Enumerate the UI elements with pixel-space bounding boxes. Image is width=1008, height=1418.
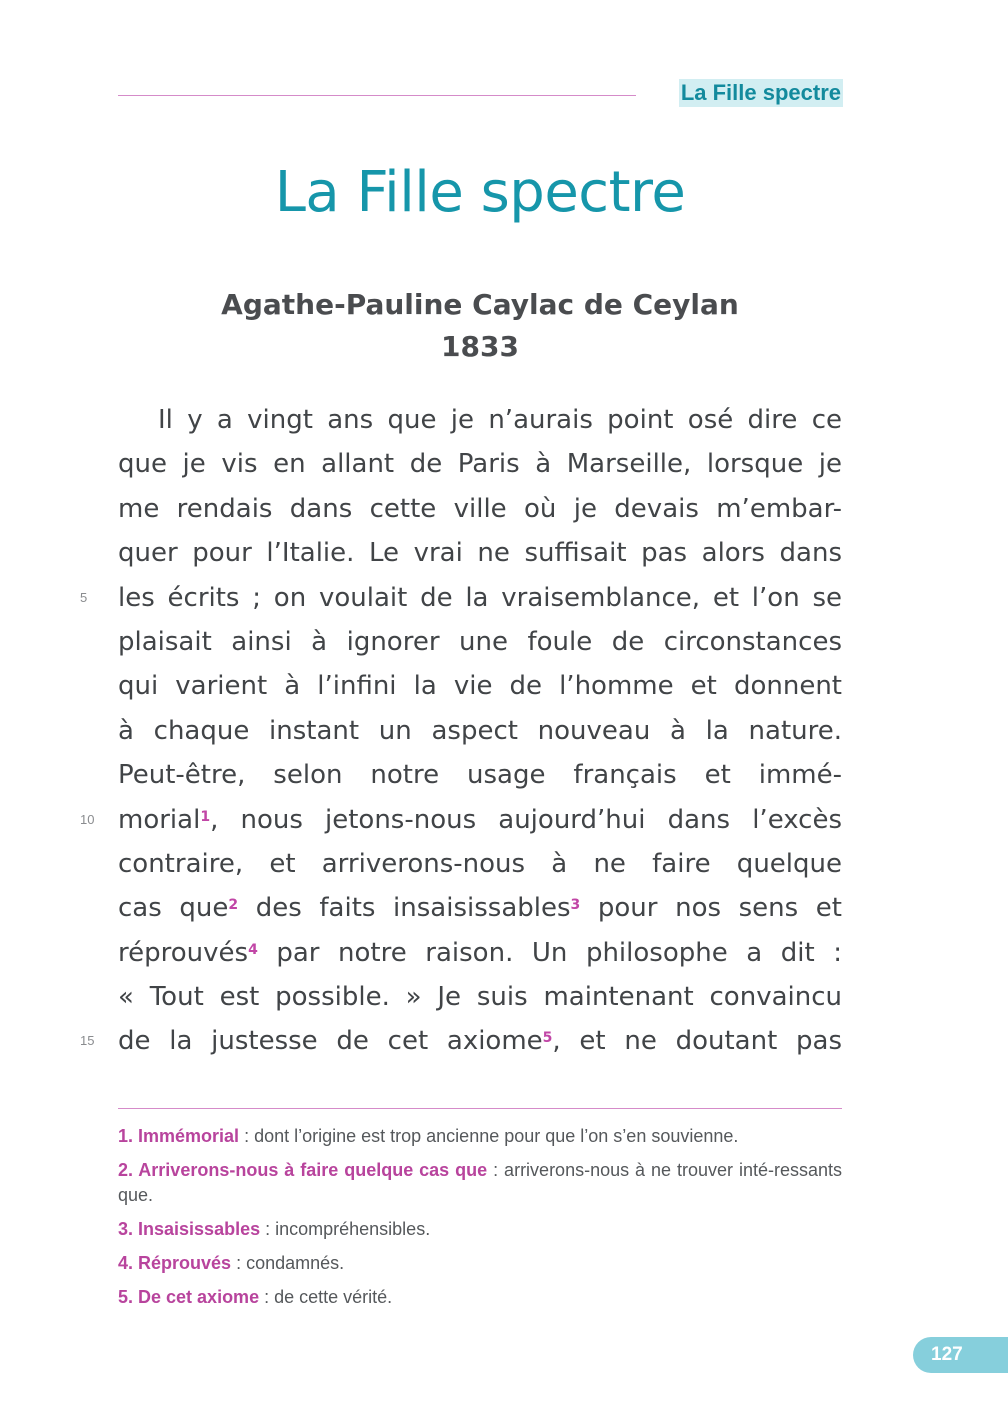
footnote-rule	[118, 1108, 842, 1109]
footnote-ref[interactable]: 4	[248, 941, 258, 958]
footnote-term: Immémorial	[133, 1126, 240, 1146]
body-line-text: Il y a vingt ans que je n’aurais point osé dire ce	[158, 405, 842, 435]
footnote-item	[118, 1158, 842, 1208]
footnote-item	[118, 1251, 842, 1276]
body-line-text: plaisait ainsi à ignorer une foule de circonstances	[118, 626, 842, 657]
footnote-definition: : dont l’origine est trop ancienne pour que l’on s’en souvienne.	[239, 1126, 739, 1146]
body-line	[118, 886, 842, 930]
page-number-tab	[913, 1337, 1008, 1373]
text-fragment: réprouvés	[118, 937, 249, 968]
footnote-ref[interactable]: 2	[228, 897, 239, 914]
body-line-text: qui varient à l’infini la vie de l’homme et donnent	[118, 671, 842, 702]
body-line	[118, 620, 842, 664]
body-line-text: « Tout est possible. » Je suis maintenant convaincu	[118, 982, 842, 1013]
author-block	[0, 284, 960, 368]
footnote-ref[interactable]: 3	[570, 897, 581, 914]
footnote-number: 3.	[118, 1219, 134, 1239]
body-line	[118, 531, 842, 575]
body-line-text: les écrits ; on voulait de la vraisemblance, et l’on se	[118, 582, 842, 613]
body-line	[118, 709, 842, 753]
body-line-text	[118, 798, 842, 842]
text-fragment: , et ne doutant pas	[552, 1026, 842, 1057]
running-title: La Fille spectre	[680, 80, 841, 105]
body-line-text	[118, 886, 842, 930]
footnote-term: Arriverons-nous à faire quelque cas que	[133, 1160, 488, 1180]
body-line	[118, 487, 842, 531]
body-text	[80, 398, 842, 1064]
body-line	[118, 442, 842, 486]
text-fragment: des faits insaisissables	[238, 893, 571, 924]
body-line-text: que je vis en allant de Paris à Marseille, lorsque je	[118, 449, 842, 480]
author-name: Agathe-Pauline Caylac de Ceylan	[221, 288, 739, 321]
footnote-number: 2.	[118, 1160, 134, 1180]
text-fragment: par notre raison. Un philosophe a dit :	[257, 937, 842, 968]
line-number: 10	[80, 811, 95, 827]
body-line	[118, 975, 842, 1019]
footnote-number: 1.	[118, 1126, 134, 1146]
footnote-definition: : arriverons-nous à ne trouver inté-ressants que.	[118, 1160, 843, 1205]
text-fragment: pour nos sens et	[580, 893, 842, 924]
footnote-definition: : de cette vérité.	[259, 1287, 393, 1307]
text-fragment: , nous jetons-nous aujourd’hui dans l’excès	[210, 804, 842, 835]
footnote-number: 4.	[118, 1253, 134, 1273]
body-line-text: Peut-être, selon notre usage français et immé-	[118, 760, 842, 791]
body-line-text: me rendais dans cette ville où je devais m’embar-	[118, 493, 842, 524]
publication-year: 1833	[441, 330, 519, 363]
page-number: 127	[931, 1344, 963, 1365]
footnotes	[118, 1124, 842, 1319]
footnote-ref[interactable]: 1	[200, 808, 211, 825]
footnote-definition: : condamnés.	[231, 1253, 345, 1273]
body-line	[80, 576, 842, 620]
page-title: La Fille spectre	[274, 160, 686, 225]
text-fragment: de la justesse de cet axiome	[118, 1026, 543, 1057]
footnote-item	[118, 1217, 842, 1242]
line-number: 15	[80, 1033, 95, 1049]
text-fragment: morial	[118, 804, 201, 835]
body-line	[118, 842, 842, 886]
body-line	[80, 798, 842, 842]
body-line	[80, 1019, 842, 1063]
body-line	[118, 664, 842, 708]
line-number: 5	[80, 589, 88, 605]
footnote-item	[118, 1285, 842, 1310]
body-line-text	[118, 931, 842, 975]
footnote-ref[interactable]: 5	[542, 1030, 553, 1047]
body-line-text	[118, 1019, 842, 1063]
body-line	[118, 931, 842, 975]
body-line	[118, 398, 842, 442]
body-line-text: à chaque instant un aspect nouveau à la nature.	[118, 715, 842, 746]
footnote-definition: : incompréhensibles.	[260, 1219, 431, 1239]
footnote-number: 5.	[118, 1287, 134, 1307]
text-fragment: cas que	[118, 893, 229, 924]
footnote-term: Réprouvés	[133, 1253, 232, 1273]
header-rule	[118, 95, 636, 96]
body-line-text: quer pour l’Italie. Le vrai ne suffisait pas alors dans	[118, 538, 842, 569]
footnote-term: Insaisissables	[133, 1219, 261, 1239]
body-line	[118, 753, 842, 797]
footnote-term: De cet axiome	[133, 1287, 260, 1307]
footnote-item	[118, 1124, 842, 1149]
body-line-text: contraire, et arriverons-nous à ne faire quelque	[118, 848, 842, 879]
